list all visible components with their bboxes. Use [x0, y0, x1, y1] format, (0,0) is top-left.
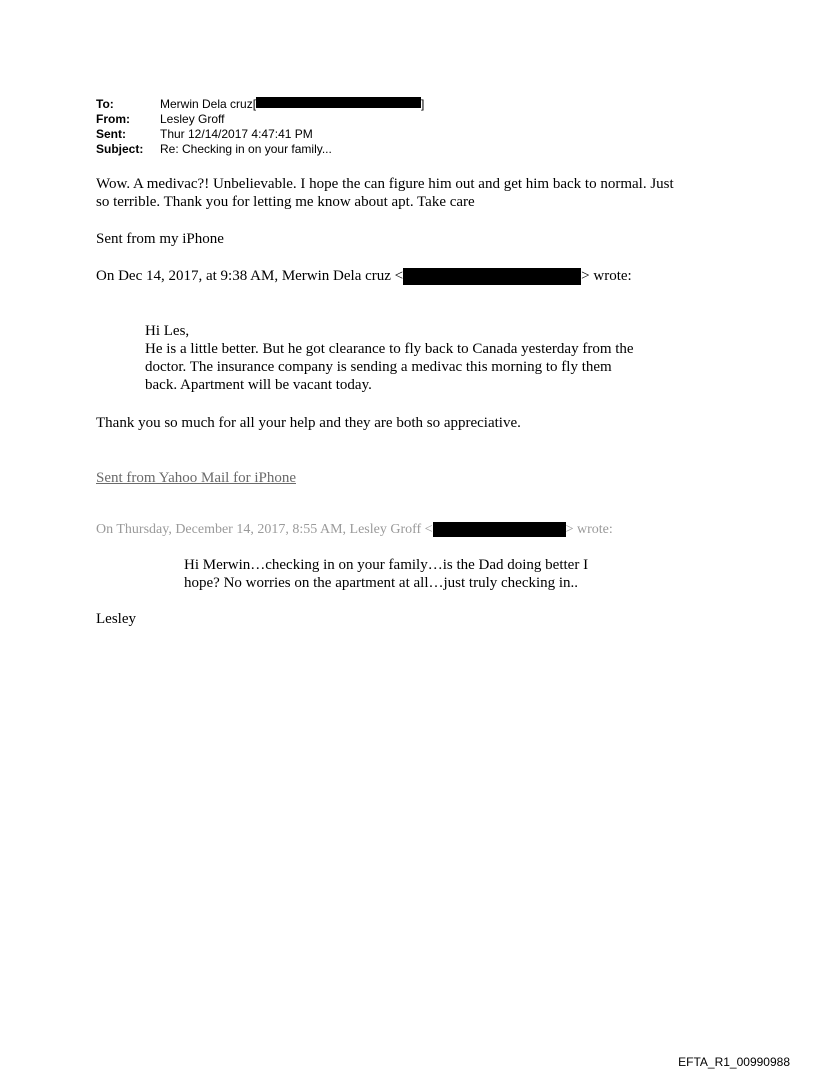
to-label: To:: [96, 97, 114, 111]
subject-label: Subject:: [96, 142, 144, 156]
quote1-body: [145, 322, 634, 394]
reply-paragraph: [96, 175, 674, 211]
yahoo-mail-link[interactable]: Sent from Yahoo Mail for iPhone: [96, 470, 296, 486]
header-sent-row: [96, 127, 424, 142]
reply-line: so terrible. Thank you for letting me know about apt. Take care: [96, 194, 475, 210]
quote2-body: [184, 556, 588, 592]
reply-line: Wow. A medivac?! Unbelievable. I hope the can figure him out and get him back to normal. Just: [96, 176, 674, 192]
thanks-line: Thank you so much for all your help and they are both so appreciative.: [96, 415, 521, 431]
document-id: EFTA_R1_00990988: [678, 1055, 790, 1069]
to-close: ]: [421, 97, 425, 111]
from-label: From:: [96, 112, 130, 126]
quote2-header: [96, 521, 613, 539]
redacted-email-bar: [433, 522, 566, 537]
from-value: Lesley Groff: [160, 112, 225, 126]
redacted-email-bar: [256, 97, 421, 108]
quote2-header-pre: On Thursday, December 14, 2017, 8:55 AM, Lesley Groff <: [96, 522, 433, 537]
quote1-header-pre: On Dec 14, 2017, at 9:38 AM, Merwin Dela cruz <: [96, 268, 404, 284]
quote2-line: hope? No worries on the apartment at all…just truly checking in..: [184, 575, 579, 591]
subject-value: Re: Checking in on your family...: [160, 142, 332, 156]
quote1-greeting: Hi Les,: [145, 323, 190, 339]
quote2-line: Hi Merwin…checking in on your family…is the Dad doing better I: [184, 557, 589, 573]
to-value: Merwin Dela cruz[: [160, 97, 257, 111]
signature: Sent from my iPhone: [96, 231, 224, 247]
quote1-header: [96, 267, 632, 285]
sent-label: Sent:: [96, 127, 126, 141]
quote1-header-post: > wrote:: [581, 268, 632, 284]
sent-value: Thur 12/14/2017 4:47:41 PM: [160, 127, 313, 141]
quote1-line: doctor. The insurance company is sending a medivac this morning to fly them: [145, 359, 612, 375]
redacted-email-bar: [403, 268, 581, 285]
quote2-header-post: > wrote:: [565, 522, 613, 537]
header-from-row: [96, 112, 424, 127]
quote1-line: He is a little better. But he got clearance to fly back to Canada yesterday from the: [145, 341, 634, 357]
header-subject-row: [96, 142, 424, 157]
email-header: [96, 97, 424, 157]
closing-name: Lesley: [96, 611, 136, 627]
quote1-line: back. Apartment will be vacant today.: [145, 377, 372, 393]
header-to-row: [96, 97, 424, 112]
